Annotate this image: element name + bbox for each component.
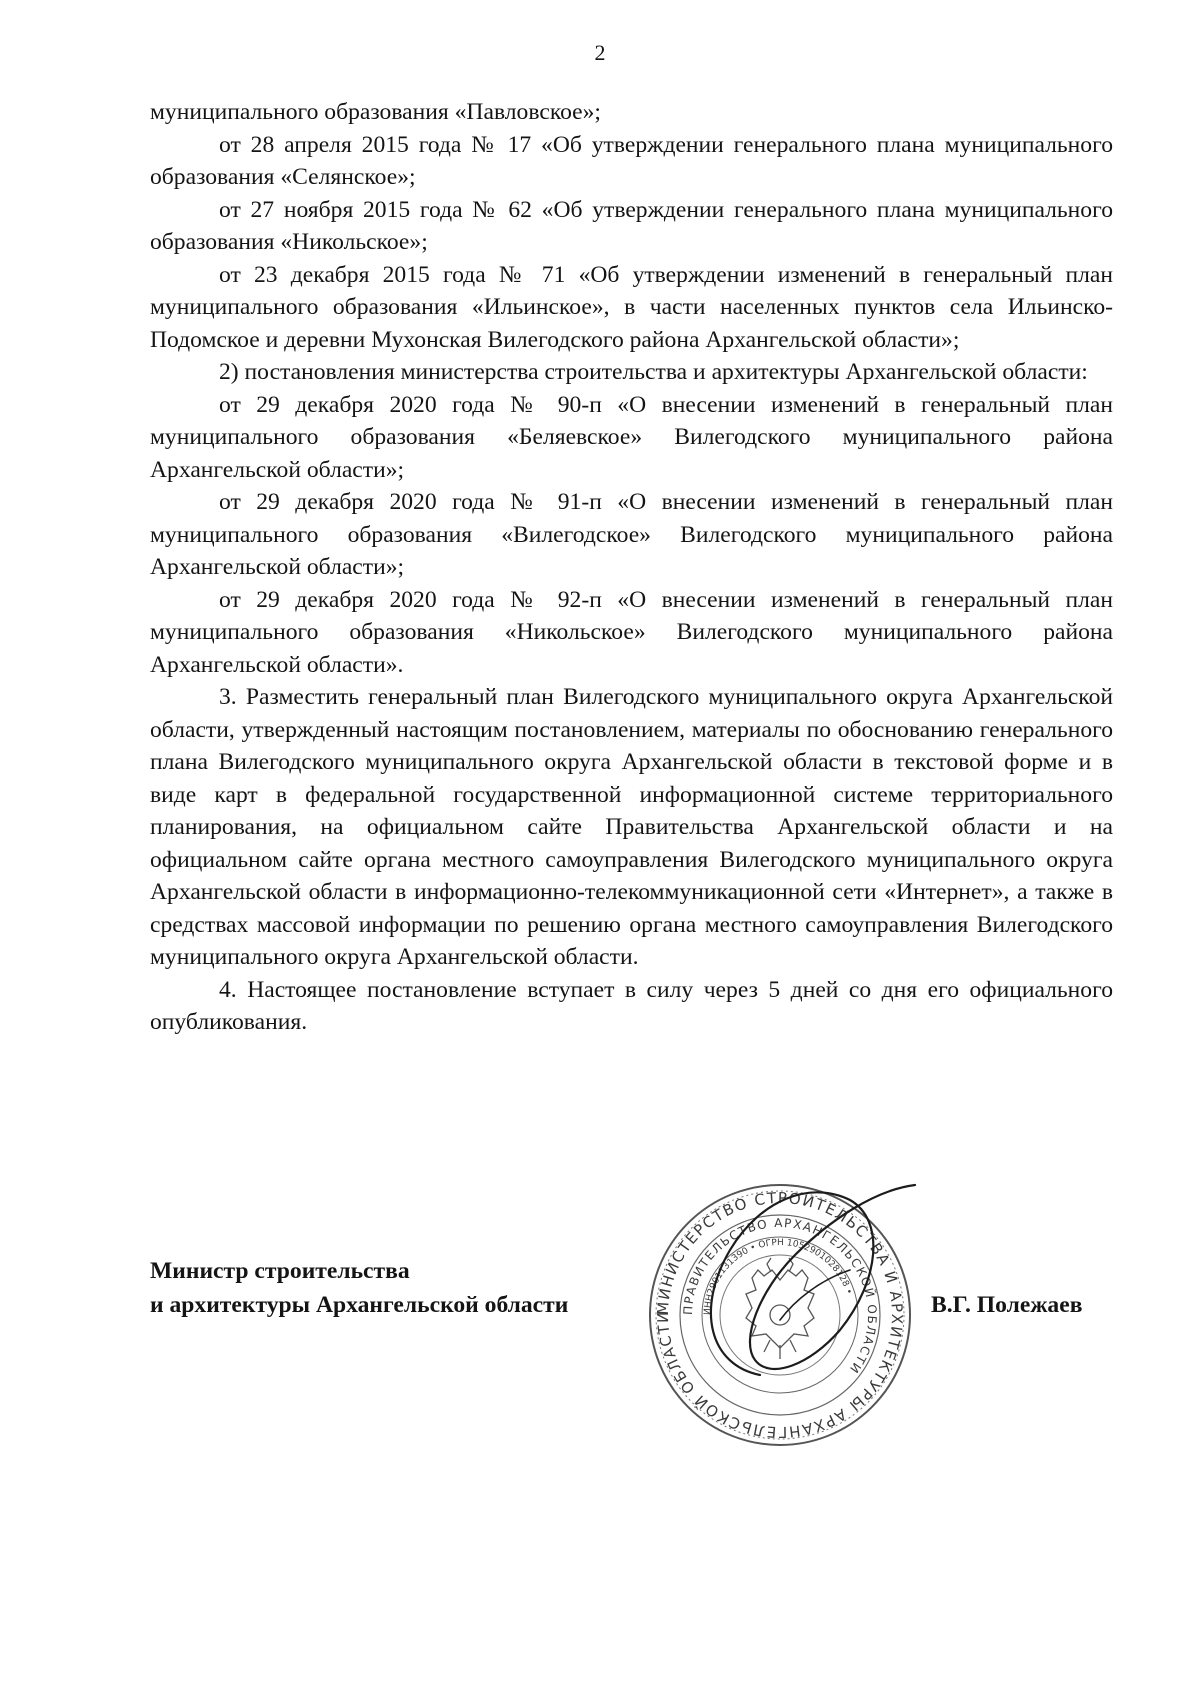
signatory-position (150, 1254, 568, 1322)
position-line: Министр строительства (150, 1258, 410, 1284)
paragraph: от 23 декабря 2015 года № 71 «Об утверждении изменений в генеральный план муниципального образования «Ильинское», в части населенных пунктов села Ильинско-Подомское и деревни Мухонская Вилегодского района Архангельской области»; (150, 261, 1113, 353)
paragraph: от 28 апреля 2015 года № 17 «Об утверждении генерального плана муниципального образования «Селянское»; (150, 131, 1113, 190)
document-body (150, 96, 1113, 1039)
paragraph: 2) постановления министерства строительства и архитектуры Архангельской области: (219, 359, 1088, 385)
paragraph: от 29 декабря 2020 года № 91-п «О внесении изменений в генеральный план муниципального образования «Вилегодское» Вилегодского муниципального района Архангельской области»; (150, 489, 1113, 580)
seal-id-textpath: ИНН2901131390 • ОГРН 1052901028128 • (702, 1237, 854, 1316)
handwritten-signature (700, 1160, 920, 1390)
page-number: 2 (594, 40, 606, 65)
paragraph: от 29 декабря 2020 года № 90-п «О внесении изменений в генеральный план муниципального образования «Беляевское» Вилегодского муниципального района Архангельской области»; (150, 391, 1113, 483)
seal-outer-textpath: МИНИСТЕРСТВО СТРОИТЕЛЬСТВА И АРХИТЕКТУРЫ АРХАНГЕЛЬСКОЙ ОБЛАСТИ (653, 1188, 907, 1442)
paragraph: от 27 ноября 2015 года № 62 «Об утверждении генерального плана муниципального образования «Никольское»; (150, 196, 1113, 255)
paragraph: 3. Разместить генеральный план Вилегодского муниципального округа Архангельской области, утвержденный настоящим постановлением, материалы по обоснованию генерального плана Вилегодского муниципального округа Архангельской области в текстовой форме и в виде карт в федеральной государственной информационной системе территориального планирования, на официальном сайте Правительства Архангельской области и на официальном сайте органа местного самоуправления Вилегодского муниципального округа Архангельской области в информационно-телекоммуникационной сети «Интернет», а также в средствах массовой информации по решению органа местного самоуправления Вилегодского муниципального округа Архангельской области. (150, 684, 1113, 970)
signatory-name: В.Г. Полежаев (931, 1292, 1083, 1318)
paragraph: от 29 декабря 2020 года № 92-п «О внесении изменений в генеральный план муниципального образования «Никольское» Вилегодского муниципального района Архангельской области». (150, 586, 1113, 678)
seal-inner-textpath: ПРАВИТЕЛЬСТВО АРХАНГЕЛЬСКОЙ ОБЛАСТИ (680, 1215, 880, 1377)
paragraph: муниципального образования «Павловское»; (150, 99, 601, 125)
position-line: и архитектуры Архангельской области (150, 1292, 569, 1318)
paragraph: 4. Настоящее постановление вступает в силу через 5 дней со дня его официального опубликования. (150, 976, 1113, 1035)
